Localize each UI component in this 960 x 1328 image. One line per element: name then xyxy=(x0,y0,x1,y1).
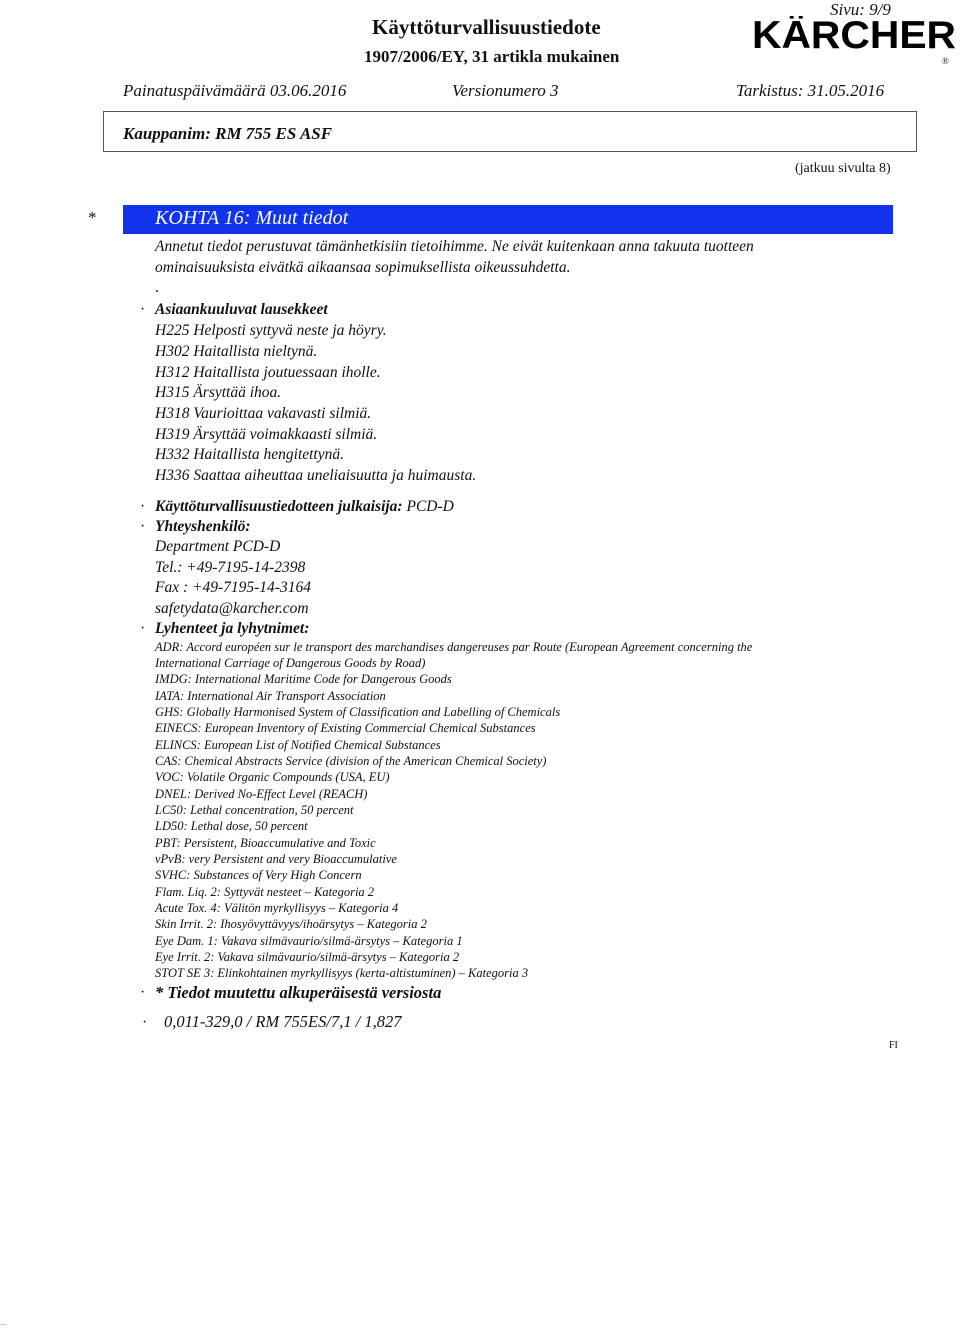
bullet: · xyxy=(140,984,146,1001)
trade-name: Kauppanim: RM 755 ES ASF xyxy=(123,124,333,143)
print-date: Painatuspäivämäärä 03.06.2016 xyxy=(123,81,347,100)
page-number: Sivu: 9/9 xyxy=(830,0,891,19)
document-title: Käyttöturvallisuustiedote xyxy=(372,15,601,39)
h-phrase: H315 Ärsyttää ihoa. xyxy=(155,384,282,401)
abbreviation-line: PBT: Persistent, Bioaccumulative and Toxic xyxy=(155,836,376,850)
abbreviation-line: DNEL: Derived No-Effect Level (REACH) xyxy=(155,787,368,801)
h-phrase: H336 Saattaa aiheuttaa uneliaisuutta ja huimausta. xyxy=(155,467,477,484)
abbreviation-line: International Carriage of Dangerous Goods by Road) xyxy=(155,656,426,670)
karcher-logo xyxy=(752,16,958,52)
document-subtitle: 1907/2006/EY, 31 artikla mukainen xyxy=(364,47,620,66)
h-phrase: H319 Ärsyttää voimakkaasti silmiä. xyxy=(155,426,378,443)
abbreviation-line: Skin Irrit. 2: Ihosyövyttävyys/ihoärsytys – Kategoria 2 xyxy=(155,917,427,931)
abbreviation-line: ELINCS: European List of Notified Chemical Substances xyxy=(155,738,441,752)
h-phrase: H225 Helposti syttyvä neste ja höyry. xyxy=(155,322,387,339)
change-marker: * xyxy=(88,208,97,227)
h-phrase: H332 Haitallista hengitettynä. xyxy=(155,446,344,463)
contact-phone: Tel.: +49-7195-14-2398 xyxy=(155,559,306,576)
abbreviation-line: vPvB: very Persistent and very Bioaccumulative xyxy=(155,852,397,866)
abbreviation-line: IMDG: International Maritime Code for Dangerous Goods xyxy=(155,672,452,686)
contact-label: Yhteyshenkilö: xyxy=(155,518,251,535)
bullet: · xyxy=(140,518,146,535)
abbreviation-line: STOT SE 3: Elinkohtainen myrkyllisyys (kerta-altistuminen) – Kategoria 3 xyxy=(155,966,529,980)
section-title: KOHTA 16: Muut tiedot xyxy=(155,207,349,229)
revision-date: Tarkistus: 31.05.2016 xyxy=(736,81,885,100)
bullet: · xyxy=(142,1014,148,1031)
abbreviation-line: ADR: Accord européen sur le transport des marchandises dangereuses par Route (European Agreement concerning the xyxy=(155,640,753,654)
abbreviation-line: EINECS: European Inventory of Existing Commercial Chemical Substances xyxy=(155,721,536,735)
intro-line: Annetut tiedot perustuvat tämänhetkisiin tietoihimme. Ne eivät kuitenkaan anna takuuta tuotteen xyxy=(155,238,754,255)
contact-email: safetydata@karcher.com xyxy=(155,600,309,617)
language-code: FI xyxy=(889,1040,898,1051)
contact-fax: Fax : +49-7195-14-3164 xyxy=(155,579,311,596)
abbreviation-line: SVHC: Substances of Very High Concern xyxy=(155,868,362,882)
h-phrase: H312 Haitallista joutuessaan iholle. xyxy=(155,364,381,381)
h-phrase: H318 Vaurioittaa vakavasti silmiä. xyxy=(155,405,372,422)
abbreviation-line: IATA: International Air Transport Association xyxy=(155,689,386,703)
publisher-label: Käyttöturvallisuustiedotteen julkaisija: xyxy=(155,498,403,515)
abbreviation-line: Eye Irrit. 2: Vakava silmävaurio/silmä-ärsytys – Kategoria 2 xyxy=(155,950,460,964)
abbreviation-line: GHS: Globally Harmonised System of Classification and Labelling of Chemicals xyxy=(155,705,561,719)
abbreviation-line: Flam. Liq. 2: Syttyvät nesteet – Kategoria 2 xyxy=(155,885,375,899)
abbreviation-line: LC50: Lethal concentration, 50 percent xyxy=(155,803,354,817)
version-number: Versionumero 3 xyxy=(452,81,559,100)
bullet: · xyxy=(140,301,146,318)
abbreviation-line: VOC: Volatile Organic Compounds (USA, EU) xyxy=(155,770,390,784)
abbreviation-line: Acute Tox. 4: Välitön myrkyllisyys – Kategoria 4 xyxy=(155,901,399,915)
phrases-heading: Asiaankuuluvat lausekkeet xyxy=(155,301,328,318)
abbreviation-line: CAS: Chemical Abstracts Service (division of the American Chemical Society) xyxy=(155,754,547,768)
bullet: · xyxy=(140,620,146,637)
publisher-value: PCD-D xyxy=(406,498,454,515)
trademark-mark: ® xyxy=(942,56,949,66)
abbreviations-heading: Lyhenteet ja lyhytnimet: xyxy=(155,620,310,637)
intro-line: ominaisuuksista eivätkä aikaansaa sopimuksellista oikeussuhdetta. xyxy=(155,259,571,276)
publisher-line xyxy=(155,498,454,516)
changed-heading: * Tiedot muutettu alkuperäisestä versiosta xyxy=(155,983,442,1002)
logo-text: KÄRCHER xyxy=(752,16,956,52)
bullet: · xyxy=(140,498,146,515)
intro-dot: . xyxy=(155,279,159,296)
contact-department: Department PCD-D xyxy=(155,538,281,555)
document-code: 0,011-329,0 / RM 755ES/7,1 / 1,827 xyxy=(164,1012,402,1031)
abbreviation-line: Eye Dam. 1: Vakava silmävaurio/silmä-ärsytys – Kategoria 1 xyxy=(155,934,463,948)
continued-note: (jatkuu sivulta 8) xyxy=(795,161,891,176)
h-phrase: H302 Haitallista nieltynä. xyxy=(155,343,318,360)
abbreviation-line: LD50: Lethal dose, 50 percent xyxy=(155,819,308,833)
footer-mark: ... xyxy=(0,1318,6,1327)
